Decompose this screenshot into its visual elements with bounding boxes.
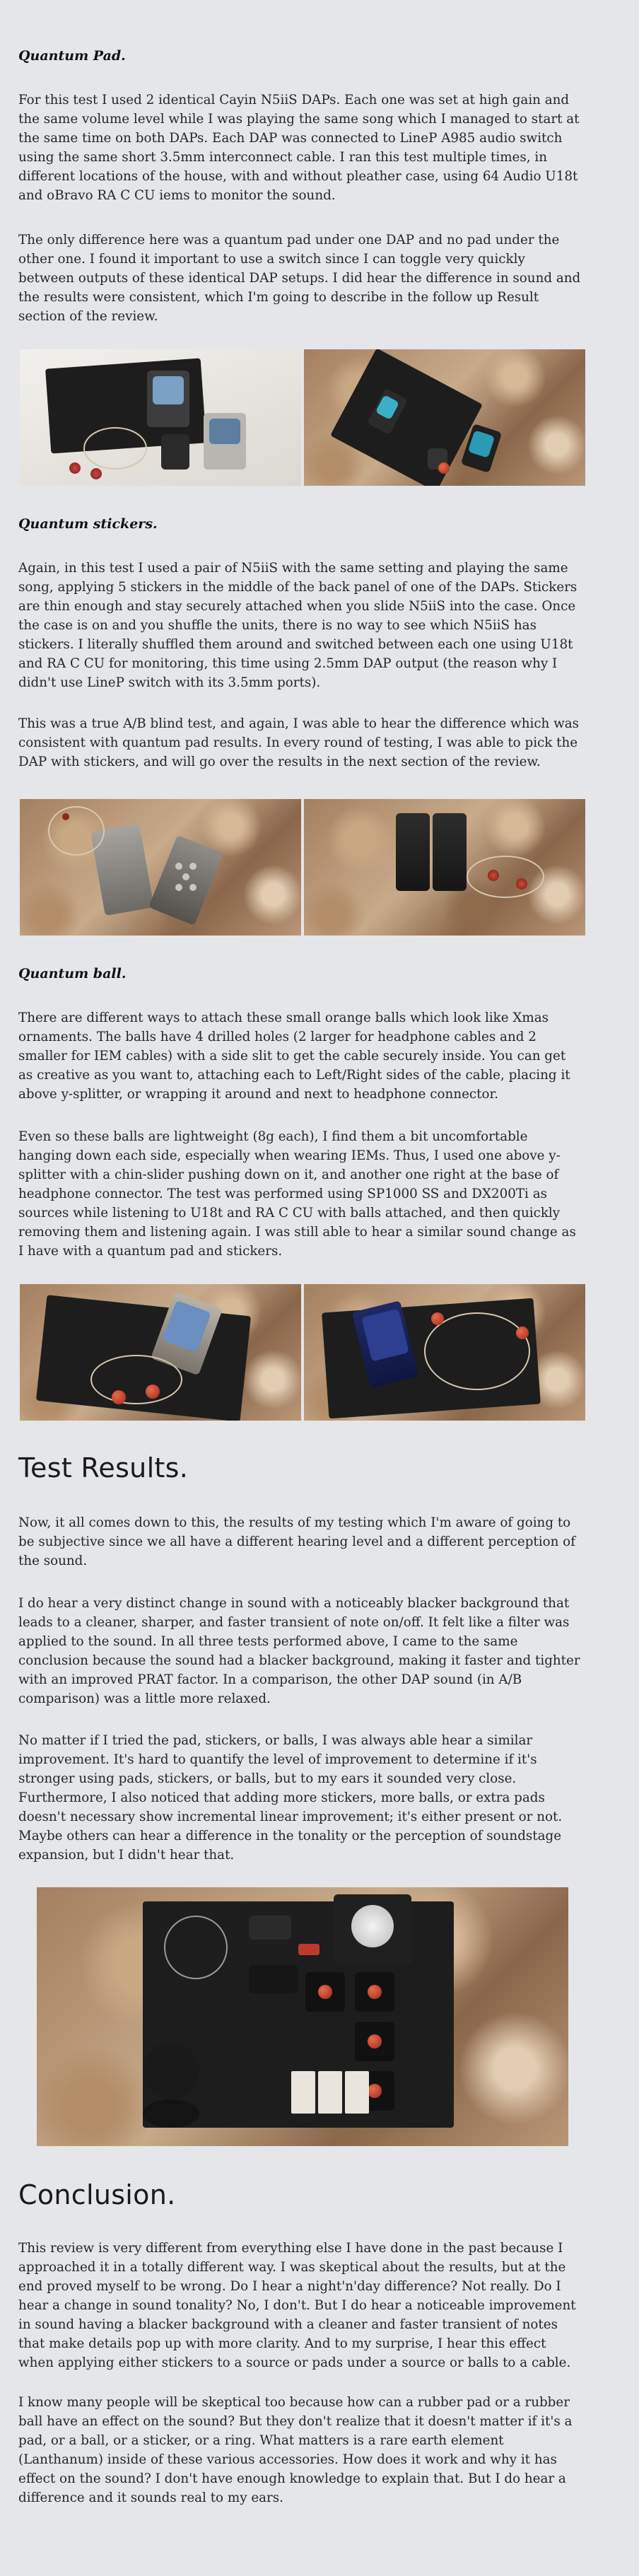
quantum-pad-paragraph-1: For this test I used 2 identical Cayin N5iiS DAPs. Each one was set at high gain and the same volume level while I was playing the same song which I managed to start at the same time on both DAPs. Each DAP was connected to LineP A985 audio switch using the same short 3.5mm interconnect cable. I ran this test multiple times, in different locations of the house, with and without pleather case, using 64 Audio U18t and oBravo RA C CU iems to monitor the sound. xyxy=(18,93,580,203)
conclusion-paragraph-2: I know many people will be skeptical too because how can a rubber pad or a rubber ball have an effect on the sound? But they don't realize that it doesn't matter if it's a pad, or a ball, or a sticker, or a ring. What matters is a rare earth element (Lanthanum) inside of these various accessories. How does it work and why it has effect on the sound? I don't have enough knowledge to explain that. But I do hear a difference and it sounds real to my ears. xyxy=(18,2395,573,2505)
quantum-stickers-paragraph-2: This was a true A/B blind test, and again, I was able to hear the difference which was consistent with quantum pad results. In every round of testing, I was able to pick the DAP with stickers, and will go over the results in the next section of the review. xyxy=(18,716,580,769)
photo-all-quantum-products xyxy=(37,1887,568,2146)
test-results-paragraph-2: I do hear a very distinct change in sound with a noticeably blacker background that leads to a cleaner, sharper, and faster transient of note on/off. It felt like a filter was applied to the sound. In all three tests performed above, I came to the same conclusion because the sound had a blacker background, making it faster and tighter with an improved PRAT factor. In a comparison, the other DAP sound (in A/B comparison) was a little more relaxed. xyxy=(18,1596,580,1706)
photo-row-quantum-pad xyxy=(20,349,585,486)
photo-pad-with-daps-white xyxy=(20,349,301,486)
photo-ball-with-dap-silver xyxy=(20,1284,301,1421)
photo-ball-with-dap-blue xyxy=(304,1284,585,1421)
heading-quantum-pad: Quantum Pad. xyxy=(18,48,126,64)
test-results-paragraph-3: No matter if I tried the pad, stickers, or balls, I was always able hear a similar improvement. It's hard to quantify the level of improvement to determine if it's stronger using pads, stickers, or balls, but to my ears it sounded very close. Furthermore, I also noticed that adding more stickers, more balls, or extra pads doesn't necessary show incremental linear improvement; it's either present or not. Maybe others can hear a difference in the tonality or the perception of soundstage expansion, but I didn't hear that. xyxy=(18,1733,563,1863)
quantum-pad-paragraph-2: The only difference here was a quantum pad under one DAP and no pad under the other one. I found it important to use a switch since I can toggle very quickly between outputs of these identical DAP setups. I did hear the difference in sound and the results were consistent, which I'm going to describe in the follow up Result section of the review. xyxy=(18,233,581,324)
heading-quantum-ball: Quantum ball. xyxy=(18,966,127,981)
quantum-ball-paragraph-2: Even so these balls are lightweight (8g each), I find them a bit uncomfortable hanging down each side, especially when wearing IEMs. Thus, I used one above y-splitter with a chin-slider pushing down on it, and another one right at the base of headphone connector. The test was performed using SP1000 SS and DX200Ti as sources while listening to U18t and RA C CU with balls attached, and then quickly removing them and listening again. I was still able to hear a similar sound change as I have with a quantum pad and stickers. xyxy=(18,1129,576,1259)
heading-test-results: Test Results. xyxy=(18,1452,189,1484)
photo-row-quantum-ball xyxy=(20,1284,585,1421)
test-results-paragraph-1: Now, it all comes down to this, the results of my testing which I'm aware of going to be subjective since we all have a different hearing level and a different perception of the sound. xyxy=(18,1515,575,1568)
quantum-ball-paragraph-1: There are different ways to attach these small orange balls which look like Xmas ornaments. The balls have 4 drilled holes (2 larger for headphone cables and 2 smaller for IEM cables) with a side slit to get the cable securely inside. You can get as creative as you want to, attaching each to Left/Right sides of the cable, placing it above y-splitter, or wrapping it around and next to headphone connector. xyxy=(18,1010,570,1102)
heading-conclusion: Conclusion. xyxy=(18,2179,176,2210)
heading-quantum-stickers: Quantum stickers. xyxy=(18,516,158,532)
photo-pad-with-daps-granite xyxy=(304,349,585,486)
photo-row-quantum-stickers xyxy=(20,799,585,936)
photo-daps-with-stickers xyxy=(20,799,301,936)
photo-daps-in-cases xyxy=(304,799,585,936)
conclusion-paragraph-1: This review is very different from everything else I have done in the past because I approached it in a totally different way. I was skeptical about the results, but at the end proved myself to be wrong. Do I hear a night'n'day difference? Not really. Do I hear a change in sound tonality? No, I don't. But I do hear a noticeable improvement in sound having a blacker background with a cleaner and faster transient of notes that make details pop up with more clarity. And to my surprise, I hear this effect when applying either stickers to a source or pads under a source or balls to a cable. xyxy=(18,2241,576,2370)
quantum-stickers-paragraph-1: Again, in this test I used a pair of N5iiS with the same setting and playing the same song, applying 5 stickers in the middle of the back panel of one of the DAPs. Stickers are thin enough and stay securely attached when you slide N5iiS into the case. Once the case is on and you shuffle the units, there is no way to see which N5iiS has stickers. I literally shuffled them around and switched between each one using U18t and RA C CU for monitoring, this time using 2.5mm DAP output (the reason why I didn't use LineP switch with its 3.5mm ports). xyxy=(18,561,578,690)
